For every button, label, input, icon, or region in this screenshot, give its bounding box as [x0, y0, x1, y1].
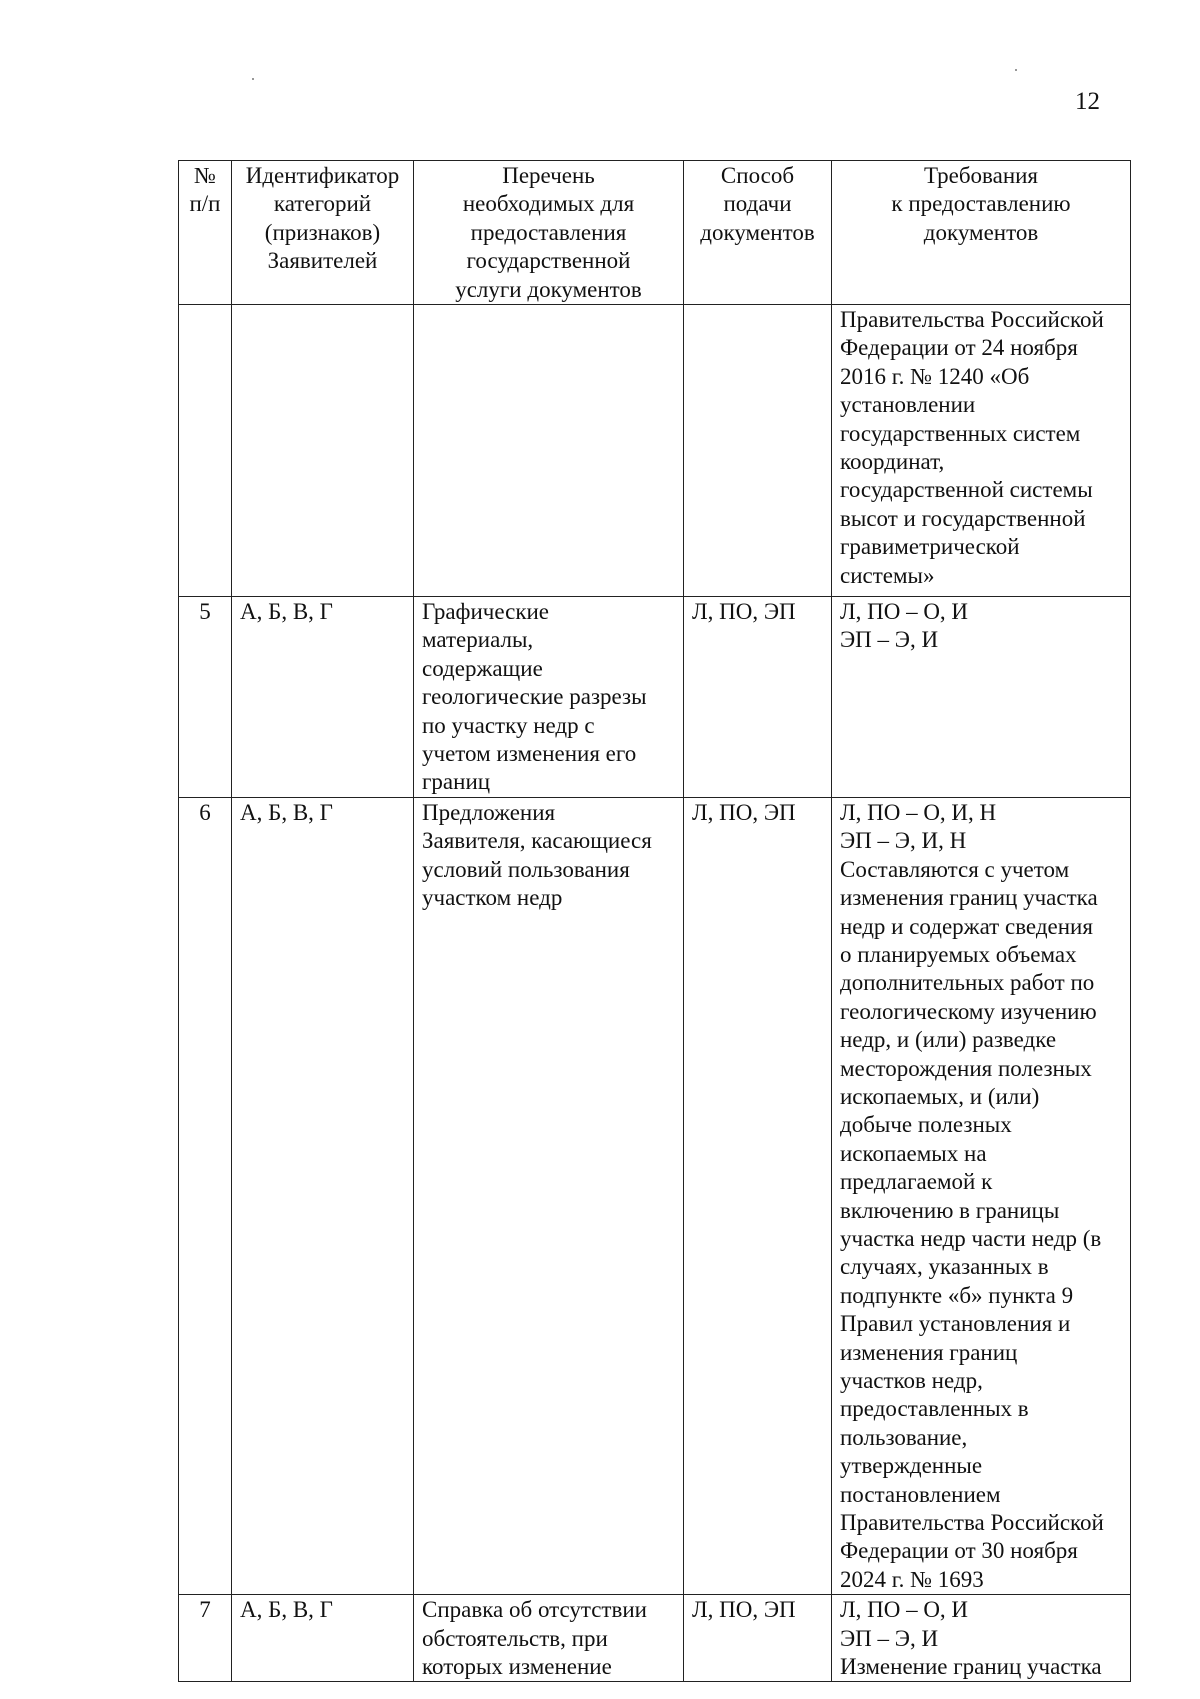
header-method: Способ подачи документов: [684, 161, 832, 305]
cell-requirements: Л, ПО – О, И ЭП – Э, И Изменение границ участка: [832, 1595, 1131, 1682]
cell-method: [684, 305, 832, 597]
cell-documents: Предложения Заявителя, касающиеся условий пользования участком недр: [414, 797, 684, 1594]
table-row: [179, 597, 1131, 798]
table-row: [179, 797, 1131, 1594]
cell-number: 5: [179, 597, 232, 798]
cell-number: 6: [179, 797, 232, 1594]
requirements-table: [178, 160, 1131, 1682]
table-row: [179, 1595, 1131, 1682]
cell-method: Л, ПО, ЭП: [684, 597, 832, 798]
table-header-row: [179, 161, 1131, 305]
page-number: 12: [1075, 88, 1100, 115]
cell-categories: [232, 305, 414, 597]
cell-number: 7: [179, 1595, 232, 1682]
header-number: № п/п: [179, 161, 232, 305]
cell-documents: [414, 305, 684, 597]
cell-requirements: Л, ПО – О, И, Н ЭП – Э, И, Н Составляются с учетом изменения границ участка недр и содержат сведения о планируемых объемах дополнительных работ по геологическому изучению недр, и (или) разведке месторождения полезных ископаемых, и (или) добыче полезных ископаемых на предлагаемой к включению в границы участка недр части недр (в случаях, указанных в подпункте «б» пункта 9 Правил установления и изменения границ участков недр, предоставленных в пользование, утвержденные постановлением Правительства Российской Федерации от 30 ноября 2024 г. № 1693: [832, 797, 1131, 1594]
cell-requirements: Л, ПО – О, И ЭП – Э, И: [832, 597, 1131, 798]
cell-categories: А, Б, В, Г: [232, 797, 414, 1594]
scan-speck: [252, 78, 254, 80]
scan-speck: [1015, 69, 1017, 71]
header-requirements: Требования к предоставлению документов: [832, 161, 1131, 305]
table-row: [179, 305, 1131, 597]
cell-number: [179, 305, 232, 597]
cell-categories: А, Б, В, Г: [232, 1595, 414, 1682]
cell-method: Л, ПО, ЭП: [684, 797, 832, 1594]
cell-requirements: Правительства Российской Федерации от 24 ноября 2016 г. № 1240 «Об установлении государственных систем координат, государственной системы высот и государственной гравиметрической системы»: [832, 305, 1131, 597]
cell-documents: Графические материалы, содержащие геологические разрезы по участку недр с учетом изменения его границ: [414, 597, 684, 798]
cell-method: Л, ПО, ЭП: [684, 1595, 832, 1682]
cell-categories: А, Б, В, Г: [232, 597, 414, 798]
header-categories: Идентификатор категорий (признаков) Заявителей: [232, 161, 414, 305]
header-documents: Перечень необходимых для предоставления государственной услуги документов: [414, 161, 684, 305]
cell-documents: Справка об отсутствии обстоятельств, при которых изменение: [414, 1595, 684, 1682]
